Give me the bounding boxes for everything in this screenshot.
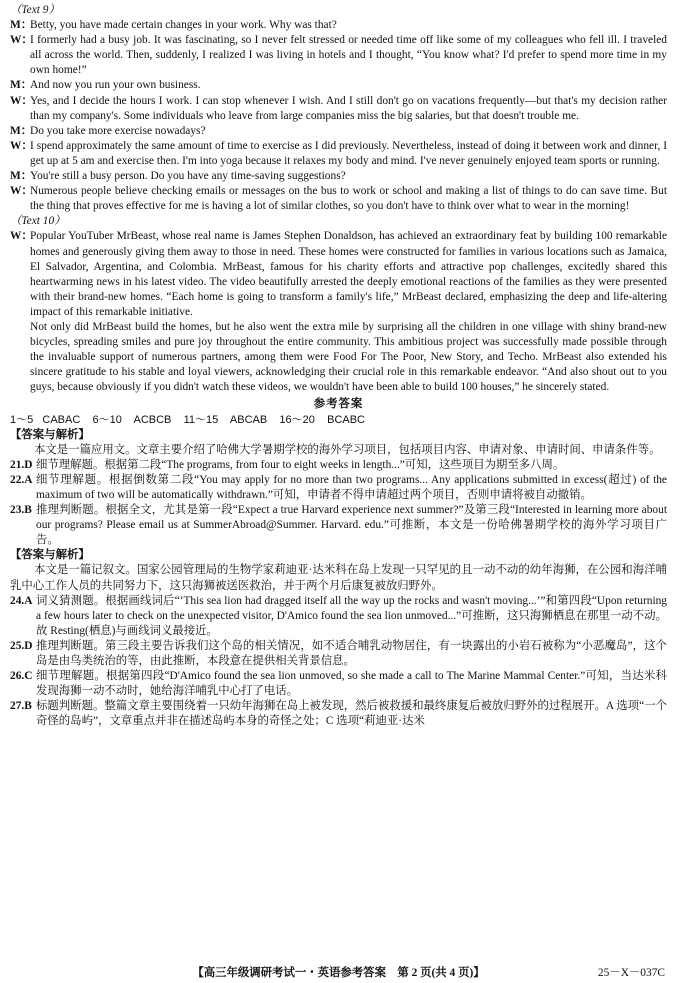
question-number: 26.C bbox=[10, 670, 33, 683]
question-explanation: 细节理解题。根据第二段“The programs, from four to eight weeks in length...”可知，这些项目为期至多八周。 bbox=[36, 458, 565, 471]
question-number: 22.A bbox=[10, 473, 33, 486]
analysis-intro: 本文是一篇记叙文。国家公园管理局的生物学家莉迪亚·达米科在岛上发现一只罕见的且一动不动的幼年海狮，在公园和海洋哺乳中心工作人员的共同努力下，这只海狮被送医救治，并于两个月后康复被放归野外。 bbox=[10, 564, 667, 592]
dialogue-text: You're still a busy person. Do you have any time-saving suggestions? bbox=[30, 170, 346, 183]
text9-tag: （Text 9） bbox=[10, 4, 60, 16]
speaker-label: W： bbox=[10, 34, 33, 47]
speaker-label: M： bbox=[10, 79, 33, 92]
dialogue-line bbox=[10, 33, 667, 78]
dialogue-text: Yes, and I decide the hours I work. I can stop whenever I wish. And I still don't go on vacations frequently—but that's my decision rather than my company's. Some individuals who leave from large companies miss the big salaries, but that doesn't trouble me. bbox=[30, 94, 667, 122]
speaker-label: M： bbox=[10, 19, 33, 32]
monologue-text: Popular YouTuber MrBeast, whose real name is James Stephen Donaldson, has achieved an extraordinary feat by building 100 remarkable homes and generously giving them away to those in need. These homes were constructed for families in various locations such as Jamaica, El Salvador, Argentina, and Colombia. MrBeast, famous for his charity efforts and attractive pop challenges, excitedly shared this heartwarming news in his latest video. The video beautifully arrested the deeply emotional reactions of the families as they were presented with their brand-new homes. “Each home is going to transform a family's life,” MrBeast declared, emphasizing the deep and life-altering impact of this remarkable initiative. bbox=[30, 230, 667, 318]
analysis-item bbox=[10, 473, 667, 503]
question-explanation: 词义猜测题。根据画线词后“‘This sea lion had dragged itself all the way up the rocks and wasn't moving...’”和第四段“Upon returning a few hours later to check on the unexpected visitor, D'Amico found the sea lion unmoved...”可推断，这只海狮栖息在那里一动不动。故 Resting(栖息)与画线词义最接近。 bbox=[36, 594, 667, 637]
question-explanation: 推理判断题。第三段主要告诉我们这个岛的相关情况，如不适合哺乳动物居住，有一块露出的小岩石被称为“小恶魔岛”，这个岛是由鸟类统治的等，由此推断，本段意在提供相关背景信息。 bbox=[36, 639, 667, 668]
dialogue-line bbox=[10, 169, 667, 184]
speaker-label: W： bbox=[10, 139, 33, 152]
speaker-label: W： bbox=[10, 230, 33, 243]
question-explanation: 细节理解题。根据第四段“D'Amico found the sea lion unmoved, so she made a call to The Marine Mammal Center.”可知，当达米科发现海狮一动不动时，她给海洋哺乳中心打了电话。 bbox=[36, 670, 667, 698]
page-footer bbox=[0, 966, 677, 981]
question-explanation: 标题判断题。整篇文章主要围绕着一只幼年海狮在岛上被发现，然后被救援和最终康复后被放归野外的过程展开。A 选项“一个奇怪的岛屿”，文章重点并非在描述岛屿本身的奇怪之处；C 选项“莉迪亚·达米 bbox=[36, 700, 667, 728]
analysis-label: 【答案与解析】 bbox=[10, 428, 90, 441]
analysis-item bbox=[10, 699, 667, 729]
analysis-item bbox=[10, 503, 667, 548]
dialogue-line bbox=[10, 78, 667, 93]
question-number: 23.B bbox=[10, 504, 32, 517]
question-number: 25.D bbox=[10, 639, 33, 652]
dialogue-text: Numerous people believe checking emails or messages on the bus to work or school and making a list of things to do can save time. But the thing that proves effective for me is having a lot of similar clothes, so you don't have to think over what to wear in the morning! bbox=[30, 185, 667, 213]
monologue-para-2: Not only did MrBeast build the homes, but he also went the extra mile by surprising all the children in one village with shiny brand-new bicycles, spreading smiles and pure joy throughout the entire community. This ambitious project was successfully made possible through the invaluable support of numerous partners, among them were Food For The Poor, New Story, and Techo. MrBeast also extended his sincere gratitude to his stable and loyal viewers, acknowledging their crucial role in this remarkable endeavor. “And also shout out to you guys, because obviously if you didn't watch these videos, we wouldn't have been able to build 100 houses,” he sincerely stated. bbox=[30, 320, 667, 394]
analysis-item bbox=[10, 458, 667, 473]
question-explanation: 推理判断题。根据全文，尤其是第一段“Expect a true Harvard experience next summer?”及第三段“Interested in learning more about our programs? Please email us at SummerAbroad@Summer. Harvard. edu.”可推断，本文是一份哈佛暑期学校的海外学习项目广告。 bbox=[36, 504, 667, 547]
text9-dialogue bbox=[10, 18, 667, 214]
answer-key-title: 参考答案 bbox=[313, 398, 364, 411]
dialogue-line bbox=[10, 94, 667, 124]
analysis-intro: 本文是一篇应用文。文章主要介绍了哈佛大学暑期学校的海外学习项目，包括项目内容、申请对象、申请时间、申请条件等。 bbox=[34, 443, 661, 456]
monologue-para-1 bbox=[10, 229, 667, 320]
dialogue-text: And now you run your own business. bbox=[30, 79, 201, 92]
answer-key-line: 1～5 CABAC 6～10 ACBCB 11～15 ABCAB 16～20 BCABC bbox=[10, 413, 366, 426]
dialogue-text: I spend approximately the same amount of time to exercise as I did previously. Nevertheless, instead of doing it between work and dinner, I get up at 5 am and exercise then. I'm into yoga because it relaxes my body and mind. I've never genuinely enjoyed team sports or running. bbox=[30, 139, 667, 167]
dialogue-line bbox=[10, 139, 667, 169]
speaker-label: M： bbox=[10, 170, 33, 183]
question-explanation: 细节理解题。根据倒数第二段“You may apply for no more than two programs... Any applications submitted in excess(超过) of the maximum of two will be automatically withdrawn.”可知，申请者不得申请超过两个项目，否则申请将被自动撤销。 bbox=[36, 473, 667, 501]
analysis-item bbox=[10, 594, 667, 639]
dialogue-line bbox=[10, 184, 667, 214]
analysis-item bbox=[10, 669, 667, 699]
dialogue-line bbox=[10, 124, 667, 139]
question-number: 27.B bbox=[10, 700, 32, 713]
footer-title: 【高三年级调研考试一・英语参考答案 第 2 页(共 4 页)】 bbox=[192, 966, 485, 979]
dialogue-text: Betty, you have made certain changes in your work. Why was that? bbox=[30, 19, 337, 32]
dialogue-text: I formerly had a busy job. It was fascinating, so I never felt stressed or needed time off like some of my colleagues who fell ill. I traveled all across the world. Then, suddenly, I realized I was living in hotels and I thought, “You know what? I'd prefer to spend more time in my own home!” bbox=[30, 34, 667, 77]
text10-tag: （Text 10） bbox=[10, 215, 66, 228]
speaker-label: M： bbox=[10, 124, 33, 137]
question-number: 24.A bbox=[10, 594, 33, 607]
dialogue-text: Do you take more exercise nowadays? bbox=[30, 124, 206, 137]
question-number: 21.D bbox=[10, 458, 33, 471]
analysis-label: 【答案与解析】 bbox=[10, 549, 90, 562]
footer-code: 25－X－037C bbox=[597, 966, 665, 979]
speaker-label: W： bbox=[10, 94, 33, 107]
analysis-item bbox=[10, 639, 667, 669]
dialogue-line bbox=[10, 18, 667, 33]
speaker-label: W： bbox=[10, 185, 33, 198]
